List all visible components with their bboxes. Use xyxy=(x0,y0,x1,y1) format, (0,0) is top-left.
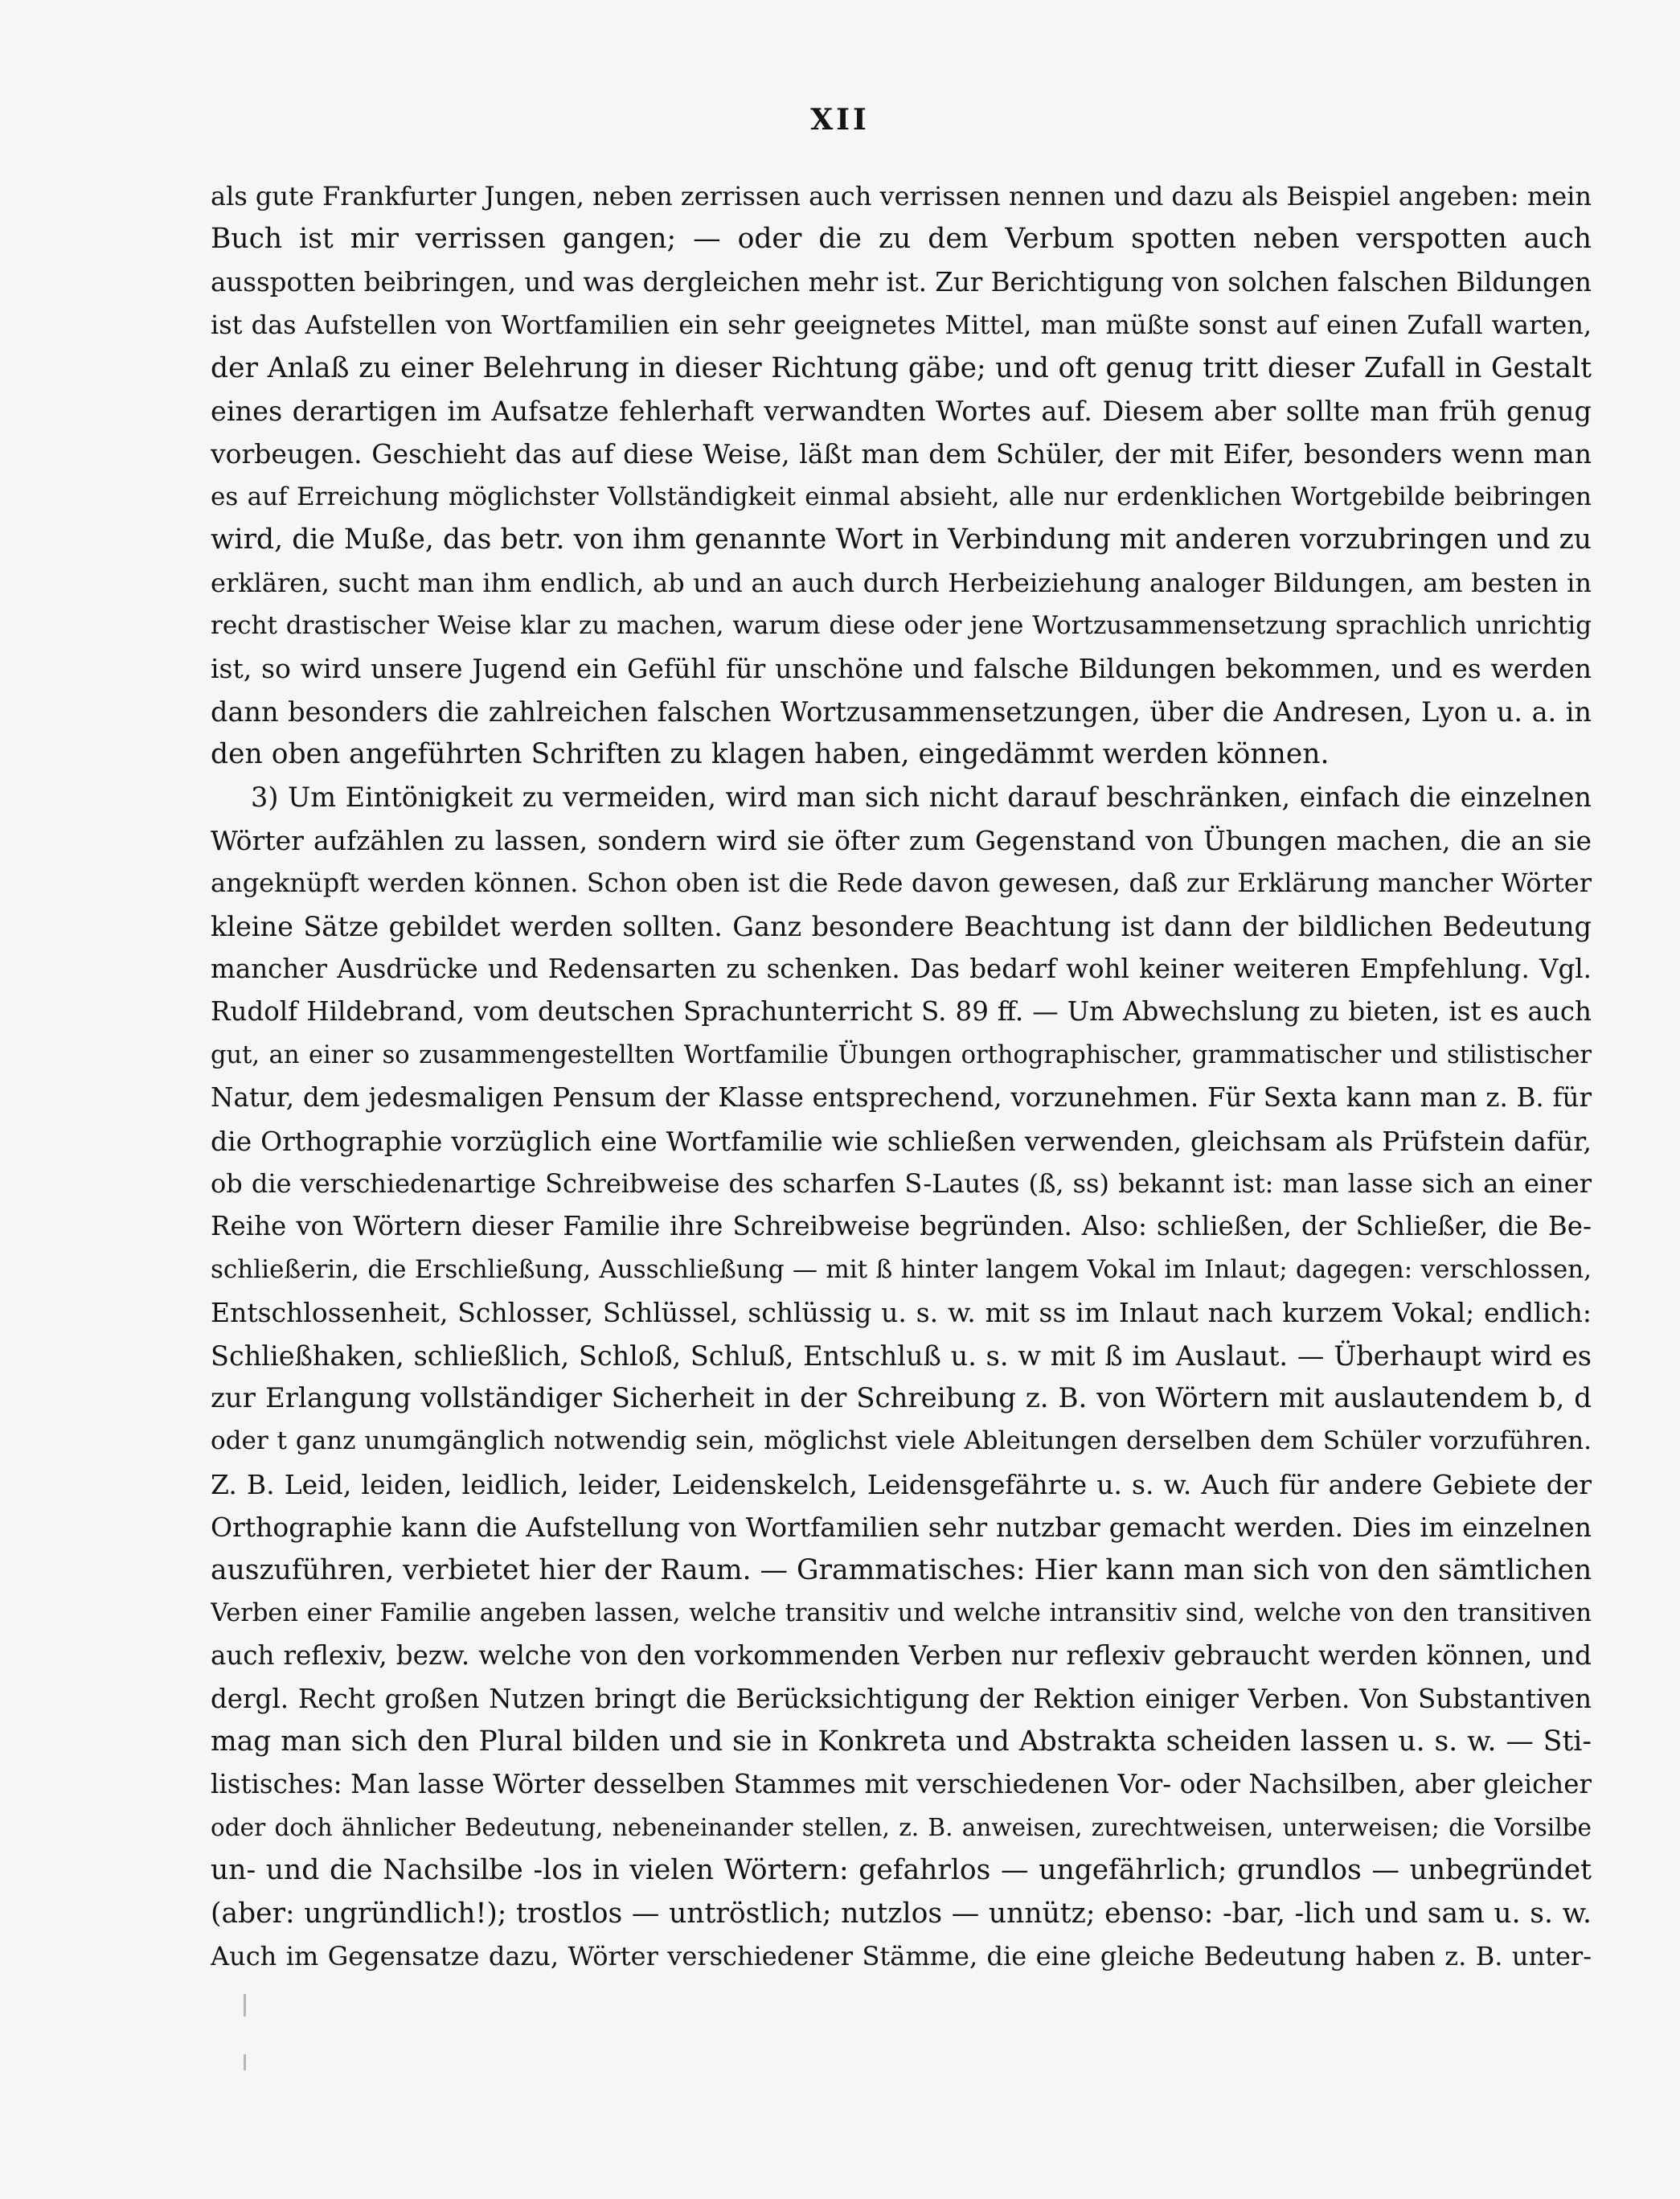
text-line: oder doch ähnlicher Bedeutung, nebeneinander stellen, z. B. anweisen, zurechtweisen, unterweisen; die Vorsilbe xyxy=(211,1813,1592,1841)
paragraph-start-line: 3) Um Eintönigkeit zu vermeiden, wird man sich nicht darauf beschränken, einfach die einzelnen xyxy=(251,782,1592,814)
text-line: angeknüpft werden können. Schon oben ist die Rede davon gewesen, daß zur Erklärung mancher Wörter xyxy=(211,868,1592,899)
text-line: ist das Aufstellen von Wortfamilien ein sehr geeignetes Mittel, man müßte sonst auf einen Zufall warten, xyxy=(211,310,1592,341)
text-line: Rudolf Hildebrand, vom deutschen Sprachunterricht S. 89 ff. — Um Abwechslung zu bieten, ist es auch xyxy=(211,996,1592,1028)
text-line: Schließhaken, schließlich, Schloß, Schluß, Entschluß u. s. w mit ß im Auslaut. — Überhaupt wird es xyxy=(211,1340,1592,1372)
text-line: un- und die Nachsilbe -los in vielen Wörtern: gefahrlos — ungefährlich; grundlos — unbegründet xyxy=(211,1854,1592,1887)
text-line: oder t ganz unumgänglich notwendig sein, möglichst viele Ableitungen derselben dem Schüler vorzuführen. xyxy=(211,1426,1592,1456)
text-line: Entschlossenheit, Schlosser, Schlüssel, schlüssig u. s. w. mit ss im Inlaut nach kurzem Vokal; endlich: xyxy=(211,1297,1592,1329)
text-line: erklären, sucht man ihm endlich, ab und an auch durch Herbeiziehung analoger Bildungen, am besten in xyxy=(211,567,1592,598)
text-line: Auch im Gegensatze dazu, Wörter verschiedener Stämme, die eine gleiche Bedeutung haben z. B. unter- xyxy=(211,1941,1592,1972)
text-line: Verben einer Familie angeben lassen, welche transitiv und welche intransitiv sind, welche von den transitiven xyxy=(211,1598,1592,1627)
text-line: Z. B. Leid, leiden, leidlich, leider, Leidenskelch, Leidensgefährte u. s. w. Auch für andere Gebiete der xyxy=(211,1468,1592,1500)
text-line: wird, die Muße, das betr. von ihm genannte Wort in Verbindung mit anderen vorzubringen und zu xyxy=(211,523,1592,556)
text-line: die Orthographie vorzüglich eine Wortfamilie wie schließen verwenden, gleichsam als Prüfstein dafür, xyxy=(211,1125,1592,1157)
text-line: mancher Ausdrücke und Redensarten zu schenken. Das bedarf wohl keiner weiteren Empfehlung. Vgl. xyxy=(211,954,1592,985)
text-line: der Anlaß zu einer Belehrung in dieser Richtung gäbe; und oft genug tritt dieser Zufall in Gestalt xyxy=(211,351,1592,384)
text-line: eines derartigen im Aufsatze fehlerhaft verwandten Wortes auf. Diesem aber sollte man früh genug xyxy=(211,395,1592,427)
text-line: auszuführen, verbietet hier der Raum. — Grammatisches: Hier kann man sich von den sämtlichen xyxy=(211,1553,1592,1586)
text-line: es auf Erreichung möglichster Vollständigkeit einmal absieht, alle nur erdenklichen Wortgebilde beibringen xyxy=(211,482,1592,511)
text-line: Wörter aufzählen zu lassen, sondern wird sie öfter zum Gegenstand von Übungen machen, die an sie xyxy=(211,824,1592,856)
text-line: dann besonders die zahlreichen falschen Wortzusammensetzungen, über die Andresen, Lyon u. a. in xyxy=(211,695,1592,728)
text-line: vorbeugen. Geschieht das auf diese Weise, läßt man dem Schüler, der mit Eifer, besonders wenn man xyxy=(211,438,1592,470)
text-line: Reihe von Wörtern dieser Familie ihre Schreibweise begründen. Also: schließen, der Schließer, die Be- xyxy=(211,1211,1592,1242)
text-line: schließerin, die Erschließung, Ausschließung — mit ß hinter langem Vokal im Inlaut; dagegen: verschlossen, xyxy=(211,1254,1592,1284)
text-line: den oben angeführten Schriften zu klagen haben, eingedämmt werden könnеn. xyxy=(211,738,1330,771)
text-line: gut, an einer so zusammengestellten Wortfamilie Übungen orthographischer, grammatischer und stilistischer xyxy=(211,1040,1592,1069)
body-text xyxy=(211,175,1592,1978)
text-line: listisches: Man lasse Wörter desselben Stammes mit verschiedenen Vor- oder Nachsilben, aber gleicher xyxy=(211,1769,1592,1800)
page-number: XII xyxy=(810,103,870,137)
text-line: mag man sich den Plural bilden und sie in Konkreta und Abstrakta scheiden lassen u. s. w. — Sti- xyxy=(211,1725,1592,1758)
scan-mark xyxy=(244,1994,246,2016)
text-line: dergl. Recht großen Nutzen bringt die Berücksichtigung der Rektion einiger Verben. Von Substantiven xyxy=(211,1683,1592,1714)
text-line: ausspotten beibringen, und was dergleichen mehr ist. Zur Berichtigung von solchen falschen Bildungen xyxy=(211,266,1592,297)
text-line: als gute Frankfurter Jungen, neben zerrissen auch verrissen nennen und dazu als Beispiel angeben: mein xyxy=(211,181,1592,211)
text-line: auch reflexiv, bezw. welche von den vorkommenden Verben nur reflexiv gebraucht werden können, und xyxy=(211,1640,1592,1672)
text-line: ist, so wird unsere Jugend ein Gefühl für unschöne und falsche Bildungen bekommen, und es werden xyxy=(211,653,1592,685)
text-line: kleine Sätze gebildet werden sollten. Ganz besondere Beachtung ist dann der bildlichen Bedeutung xyxy=(211,910,1592,942)
text-line: recht drastischer Weise klar zu machen, warum diese oder jene Wortzusammensetzung sprachlich unrichtig xyxy=(211,610,1592,640)
text-line: zur Erlangung vollständiger Sicherheit in der Schreibung z. B. von Wörtern mit auslautendem b, d xyxy=(211,1381,1592,1414)
text-line: (aber: ungründlich!); trostlos — untröstlich; nutzlos — unnütz; ebenso: -bar, -lich und sam u. s. w. xyxy=(211,1897,1592,1930)
text-line: Orthographie kann die Aufstellung von Wortfamilien sehr nutzbar gemacht werden. Dies im einzelnen xyxy=(211,1512,1592,1544)
text-line: Natur, dem jedesmaligen Pensum der Klasse entsprechend, vorzunehmen. Für Sexta kann man z. B. für xyxy=(211,1082,1592,1114)
scan-mark xyxy=(244,2054,246,2070)
text-line: Buch ist mir verrissen gangen; — oder die zu dem Verbum spotten neben verspotten auch xyxy=(211,223,1592,256)
text-line: ob die verschiedenartige Schreibweise des scharfen S-Lautes (ß, ss) bekannt ist: man lasse sich an einer xyxy=(211,1167,1592,1199)
